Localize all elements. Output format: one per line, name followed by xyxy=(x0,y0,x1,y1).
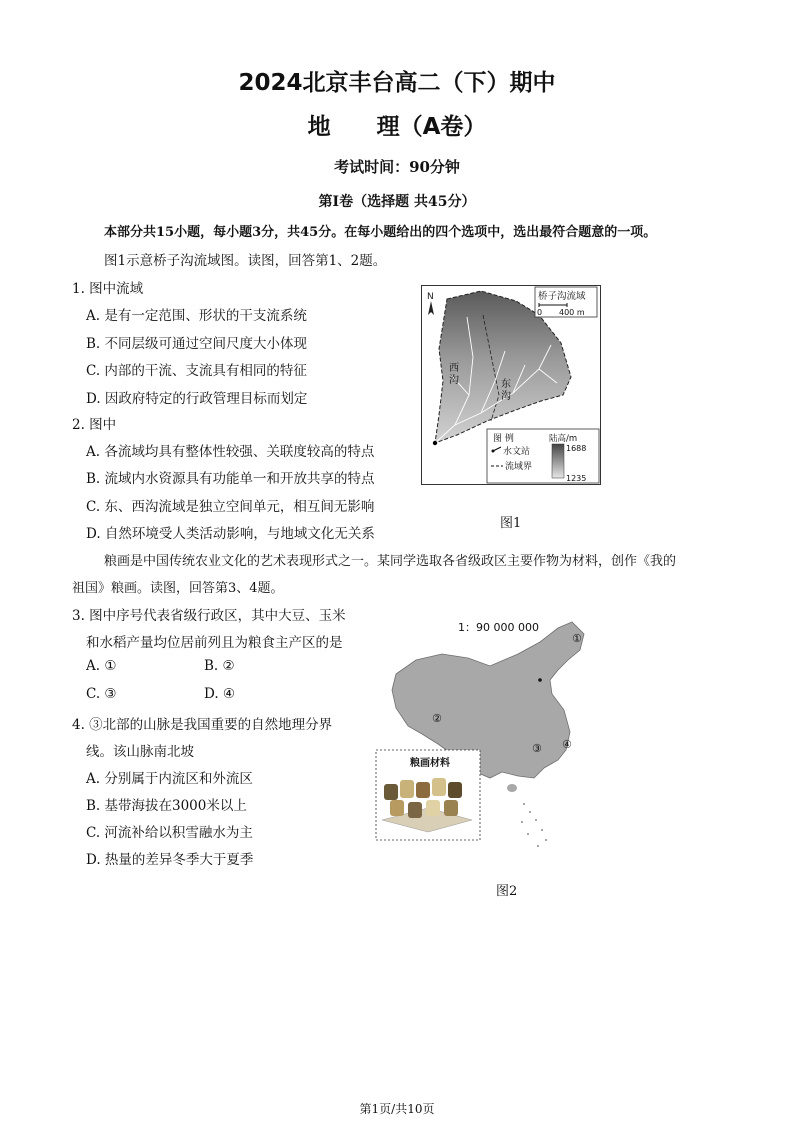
q3-option-d[interactable]: D. ④ xyxy=(204,686,236,702)
legend-boundary: 流域界 xyxy=(505,462,533,472)
scale-length: 400 m xyxy=(559,308,585,317)
intro-figure-2-line2: 祖国》粮画。读图，回答第3、4题。 xyxy=(72,581,284,596)
north-label: N xyxy=(427,292,434,302)
intro-figure-1: 图1示意桥子沟流域图。读图，回答第1、2题。 xyxy=(104,253,387,269)
section-title: 第Ⅰ卷（选择题 共45分） xyxy=(318,194,476,210)
figure-2-china-map xyxy=(372,608,608,858)
west-gully-label-2: 沟 xyxy=(449,375,459,386)
q3-option-c[interactable]: C. ③ xyxy=(86,686,117,702)
question-3-stem-line1: 3. 图中序号代表省级行政区，其中大豆、玉米 xyxy=(72,608,346,624)
question-2-stem: 2. 图中 xyxy=(72,417,117,433)
q4-option-a[interactable]: A. 分别属于内流区和外流区 xyxy=(86,771,253,787)
map-scale: 1：90 000 000 xyxy=(458,621,539,634)
legend-elevation: 陆高/m xyxy=(549,434,578,444)
q4-option-b[interactable]: B. 基带海拔在3000米以上 xyxy=(86,798,247,814)
west-gully-label-1: 西 xyxy=(449,363,459,374)
east-gully-label-2: 沟 xyxy=(501,391,511,402)
elevation-min: 1235 xyxy=(566,474,587,483)
q1-option-c[interactable]: C. 内部的干流、支流具有相同的特征 xyxy=(86,363,307,379)
elevation-max: 1688 xyxy=(566,444,587,453)
exam-time: 考试时间：90分钟 xyxy=(334,158,460,176)
exam-title: 2024北京丰台高二（下）期中 xyxy=(238,70,556,96)
q4-option-c[interactable]: C. 河流补给以积雪融水为主 xyxy=(86,825,253,841)
intro-figure-2-line1: 粮画是中国传统农业文化的艺术表现形式之一。某同学选取各省级政区主要作物为材料，创作《我的 xyxy=(104,554,677,569)
question-4-stem-line1: 4. ③北部的山脉是我国重要的自然地理分界 xyxy=(72,717,333,733)
legend-title: 图 例 xyxy=(493,434,514,444)
marker-4: ④ xyxy=(562,738,572,751)
q2-option-d[interactable]: D. 自然环境受人类活动影响，与地域文化无关系 xyxy=(86,526,375,542)
q2-option-c[interactable]: C. 东、西沟流域是独立空间单元，相互间无影响 xyxy=(86,499,375,515)
subject-title: 地 理（A卷） xyxy=(307,114,487,140)
east-gully-label-1: 东 xyxy=(501,379,511,390)
inset-title: 粮画材料 xyxy=(410,758,450,769)
question-4-stem-line2: 线。该山脉南北坡 xyxy=(86,744,194,760)
figure-2-caption: 图2 xyxy=(496,884,518,899)
q3-option-a[interactable]: A. ① xyxy=(86,658,117,674)
figure-1-caption: 图1 xyxy=(500,516,522,531)
marker-2: ② xyxy=(432,712,442,725)
q2-option-a[interactable]: A. 各流域均具有整体性较强、关联度较高的特点 xyxy=(86,444,375,460)
map-title: 桥子沟流域 xyxy=(538,291,586,302)
q1-option-a[interactable]: A. 是有一定范围、形状的干支流系统 xyxy=(86,308,307,324)
question-1-stem: 1. 图中流域 xyxy=(72,281,144,297)
marker-1: ① xyxy=(572,632,582,645)
q4-option-d[interactable]: D. 热量的差异冬季大于夏季 xyxy=(86,852,254,868)
scale-zero: 0 xyxy=(537,308,543,317)
q1-option-d[interactable]: D. 因政府特定的行政管理目标而划定 xyxy=(86,391,308,407)
q2-option-b[interactable]: B. 流域内水资源具有功能单一和开放共享的特点 xyxy=(86,471,375,487)
q1-option-b[interactable]: B. 不同层级可通过空间尺度大小体现 xyxy=(86,336,308,352)
page-footer: 第1页/共10页 xyxy=(359,1102,435,1116)
section-instruction: 本部分共15小题，每小题3分，共45分。在每小题给出的四个选项中，选出最符合题意的一项。 xyxy=(104,225,657,240)
hydrological-station-icon xyxy=(433,441,437,445)
q3-option-b[interactable]: B. ② xyxy=(204,658,235,674)
legend-station: 水文站 xyxy=(503,447,531,457)
question-3-stem-line2: 和水稻产量均位居前列且为粮食主产区的是 xyxy=(86,635,343,651)
marker-3: ③ xyxy=(532,742,542,755)
figure-1-watershed-map xyxy=(421,285,601,485)
